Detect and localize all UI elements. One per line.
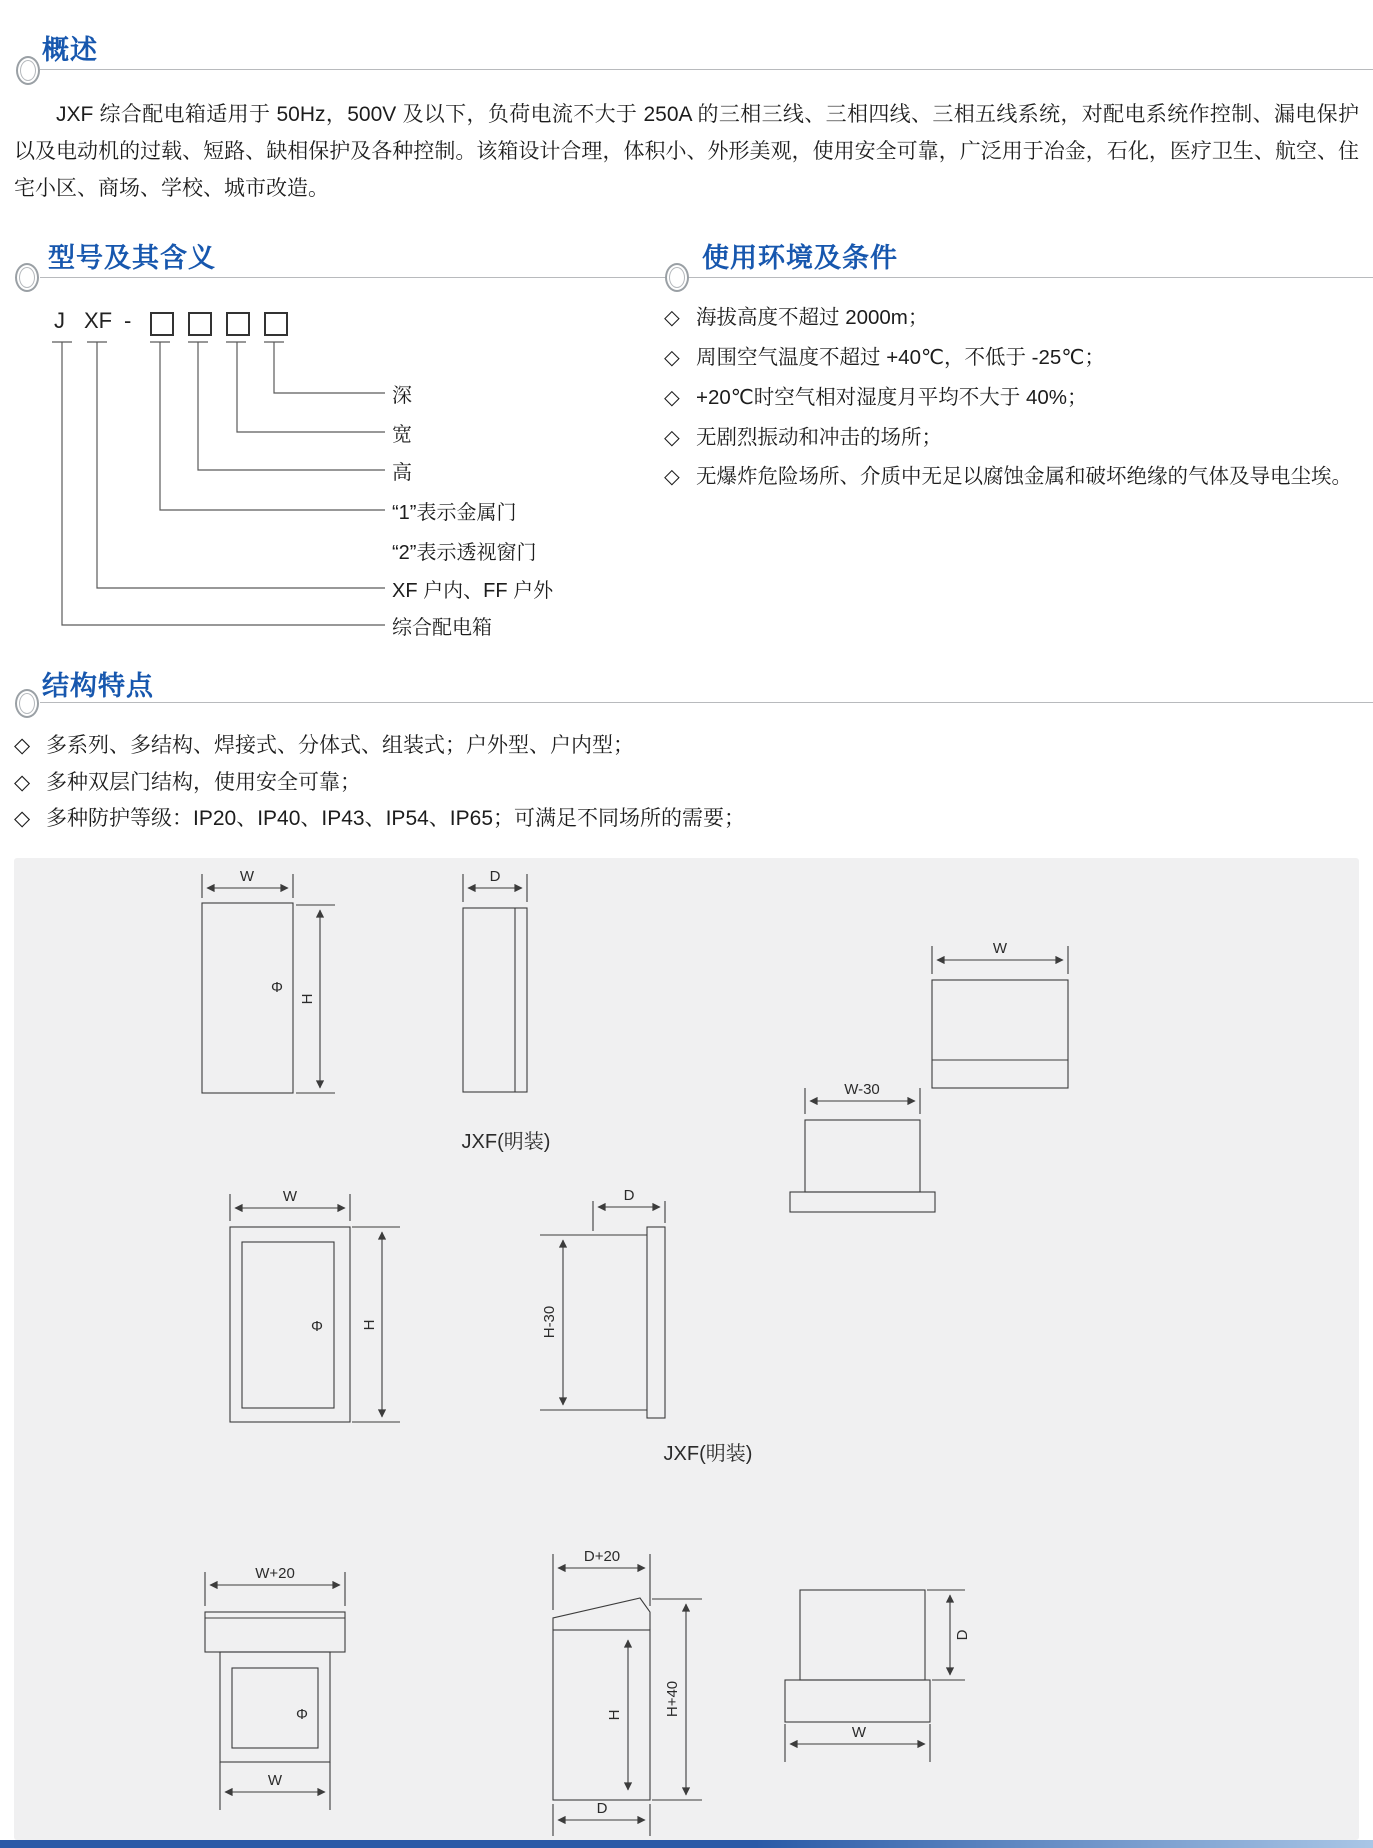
diamond-bullet-icon: ◇ [664,306,680,329]
dim-label: D [596,1800,608,1817]
model-label-metal-door: “1”表示金属门 [392,502,517,524]
diamond-bullet-icon: ◇ [664,426,680,449]
diamond-bullet-icon: ◇ [664,346,680,369]
dim-label: D [954,1629,971,1641]
dim-label: W [992,940,1008,957]
dim-label: D+20 [583,1548,621,1565]
list-item [664,378,1364,418]
model-code-prefix: J [54,308,65,333]
dim-label: W [282,1188,298,1205]
dim-label: W [239,868,255,885]
door-handle-symbol: Φ [296,1706,308,1723]
dim-label: D [623,1187,635,1204]
environment-list [664,298,1364,496]
structure-title: 结构特点 [42,671,154,701]
model-label-width: 宽 [392,424,412,446]
dim-label: H [361,1319,378,1331]
model-label-depth: 深 [392,385,412,407]
list-item [14,801,1114,838]
overview-paragraph: JXF 综合配电箱适用于 50Hz，500V 及以下，负荷电流不大于 250A 的三相三线、三相四线、三相五线系统，对配电系统作控制、漏电保护以及电动机的过载、短路、缺相保护及各种控制。该箱设计合理，体积小、外形美观，使用安全可靠，广泛用于冶金，石化，医疗卫生、航空、住宅小区、商场、学校、城市改造。 [14,103,1359,200]
overview-rule [40,69,1373,70]
ring-ornament-icon [15,689,39,718]
dim-label: H-30 [541,1305,558,1339]
overview-title: 概述 [42,35,98,65]
dim-label: D [489,868,501,885]
drawing-caption: JXF(明装) [461,1131,551,1153]
section-rule [40,277,1373,278]
list-item-text: 多种双层门结构，使用安全可靠； [46,770,361,794]
model-label-indoor-outdoor: XF 户内、FF 户外 [392,580,554,602]
ring-ornament-icon [665,263,689,292]
list-item-text: 多系列、多结构、焊接式、分体式、组装式；户外型、户内型； [46,734,634,757]
dim-label: H [299,993,316,1005]
environment-title: 使用环境及条件 [702,243,898,273]
list-item-text: 无剧烈振动和冲击的场所； [696,426,942,449]
model-code-dash: - [124,308,132,333]
list-item [14,728,1114,765]
dim-label: H+40 [664,1680,681,1718]
dim-label: W [267,1772,283,1789]
list-item [664,298,1364,338]
list-item [14,765,1114,802]
dim-label: W-30 [844,1081,880,1098]
model-label-box-name: 综合配电箱 [392,617,492,639]
model-code-prefix: XF [84,308,113,333]
list-item-text: 多种防护等级：IP20、IP40、IP43、IP54、IP65；可满足不同场所的需要； [46,807,745,830]
technical-drawings-panel [14,858,1359,1840]
door-handle-symbol: Φ [311,1318,323,1335]
model-title: 型号及其含义 [48,243,216,273]
list-item-text: 无爆炸危险场所、介质中无足以腐蚀金属和破坏绝缘的气体及导电尘埃。 [696,465,1352,488]
structure-rule [40,702,1373,703]
diamond-bullet-icon: ◇ [14,734,31,757]
diamond-bullet-icon: ◇ [14,770,31,794]
diamond-bullet-icon: ◇ [664,386,680,409]
footer-accent-bar [0,1840,1373,1848]
structure-list [14,728,1114,838]
diamond-bullet-icon: ◇ [14,807,31,830]
diamond-bullet-icon: ◇ [664,465,680,488]
list-item-text: +20℃时空气相对湿度月平均不大于 40%； [696,386,1088,409]
dim-label: W [851,1724,867,1741]
list-item-text: 海拔高度不超过 2000m； [696,306,929,329]
model-label-height: 高 [392,462,412,484]
model-label-window-door: “2”表示透视窗门 [392,542,537,564]
list-item [664,338,1364,378]
list-item-text: 周围空气温度不超过 +40℃，不低于 -25℃； [696,346,1105,369]
door-handle-symbol: Φ [271,979,283,996]
drawing-caption: JXF(明装) [663,1443,753,1465]
list-item [664,458,1364,496]
ring-ornament-icon [15,263,39,292]
dimension-drawings [14,858,1359,1840]
dim-label: H [606,1709,623,1721]
ring-ornament-icon [16,56,40,85]
dim-label: W+20 [255,1565,295,1582]
list-item [664,418,1364,458]
